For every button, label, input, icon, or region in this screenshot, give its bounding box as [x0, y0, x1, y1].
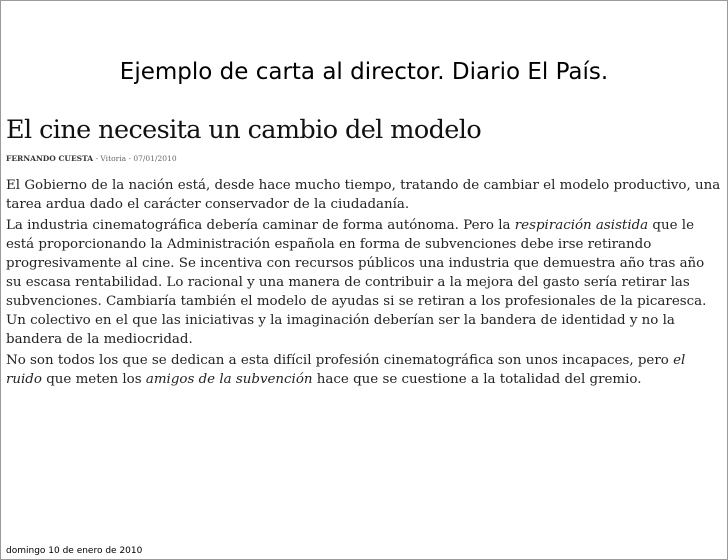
- byline-location-date: - Vitoria - 07/01/2010: [93, 154, 177, 163]
- article-headline: El cine necesita un cambio del modelo: [6, 115, 482, 145]
- paragraph-2-text-b: que le está proporcionando la Administración española en forma de subvenciones debe irse retirando progresivamente al cine. Se incentiva con recursos públicos una industria que demuestra año tras año su escasa rentabilidad. Lo racional y una manera de contribuir a la mejora del gasto sería retirar las subvenciones. Cambiaría también el modelo de ayudas si se retiran a los profesionales de la picaresca. Un colectivo en el que las iniciativas y la imaginación deberían ser la bandera de identidad y no la bandera de la mediocridad.: [6, 218, 707, 347]
- paragraph-3-text-b: que meten los: [41, 372, 146, 387]
- paragraph-2-text-a: La industria cinematográfica debería caminar de forma autónoma. Pero la: [6, 218, 515, 233]
- article-byline: [6, 154, 177, 163]
- paragraph-3-text-a: No son todos los que se dedican a esta difícil profesión cinematográfica son unos incapaces, pero: [6, 353, 674, 368]
- paragraph-2: [6, 216, 723, 349]
- paragraph-3-emphasis-2: amigos de la subvención: [145, 372, 313, 387]
- paragraph-2-emphasis: respiración asistida: [514, 218, 649, 233]
- article-body: [6, 176, 723, 391]
- paragraph-3-emphasis-1: el ruido: [6, 353, 686, 387]
- byline-author: FERNANDO CUESTA: [6, 154, 94, 163]
- paragraph-3: [6, 351, 723, 389]
- paragraph-3-text-c: hace que se cuestione a la totalidad del gremio.: [312, 372, 642, 387]
- footer-date: domingo 10 de enero de 2010: [6, 546, 143, 556]
- slide-title: Ejemplo de carta al director. Diario El País.: [119, 59, 609, 85]
- paragraph-1: El Gobierno de la nación está, desde hace mucho tiempo, tratando de cambiar el modelo productivo, una tarea ardua dado el carácter conservador de la ciudadanía.: [6, 178, 721, 212]
